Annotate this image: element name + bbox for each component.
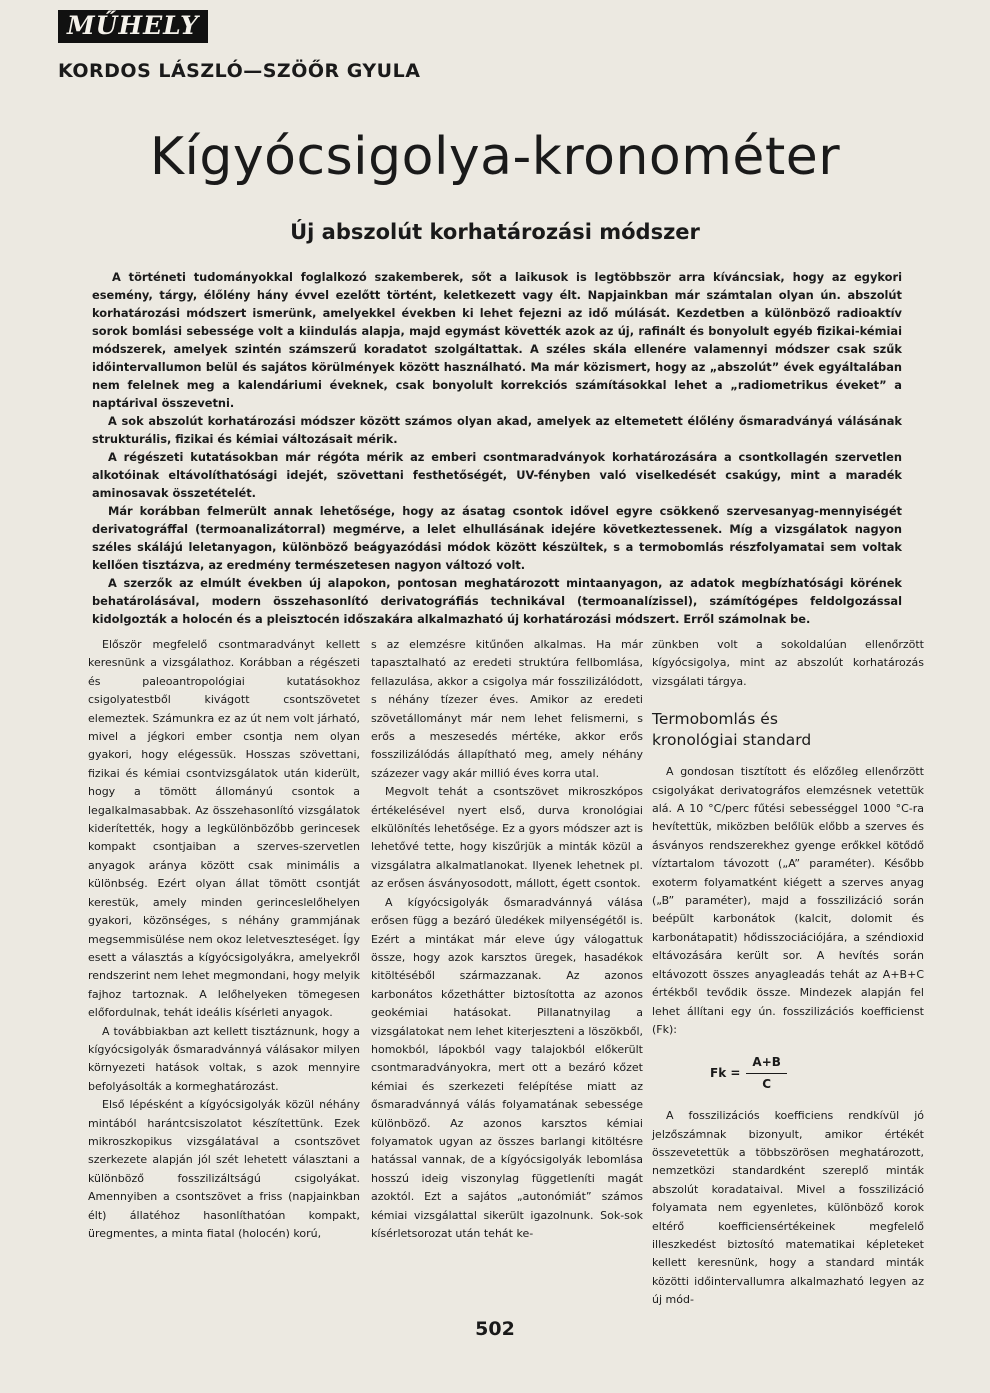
formula-fraction: [746, 1053, 787, 1093]
body-paragraph: A fosszilizációs koefficiens rendkívül jó jelzőszámnak bizonyult, amikor értékét összevetettük a többszörösen meghatározott, nemzetközi standardként szereplő minták abszolút koradataival. Mivel a fosszilizáció folyamata nem egyenletes, különböző korok eltérő koefficiensértékeinek megfelelő illeszkedést biztosító matematikai képleteket kellett keresnünk, hogy a standard minták közötti időintervallumra alkalmazható legyen az új mód-: [652, 1109, 924, 1307]
authors: KORDOS LÁSZLÓ—SZÖŐR GYULA: [58, 60, 421, 82]
body-paragraph: Először megfelelő csontmaradványt kellett keresnünk a vizsgálathoz. Korábban a régészeti és paleoantropológiai kutatásokhoz csigolyatestből kivágott csontszövetet elemeztek. Számunkra ez az út nem volt járható, mivel a jégkori ember csontja nem olyan gyakori, hogy elégessük. Hosszas szövettani, fizikai és kémiai csontvizsgálatok után kiderült, hogy a tömött állományú csontok a legalkalmasabbak. Az összehasonlító vizsgálatok kiderítették, hogy a legkülönbözőbb gerincesek kompakt csontjaiban a szerves-szervetlen anyagok aránya között csak minimális a különbség. Ezért olyan állat tömött csontját kerestük, amely minden gerinceslelőhelyen gyakori, közönséges, s néhány grammjának megsemmisülése nem okoz leletveszteséget. Így esett a választás a kígyócsigolyákra, amelyekről rendszerint nem lehet megmondani, hogy melyik fajhoz tartoznak. A lelőhelyeken tömegesen előfordulnak, tehát ideális kísérleti anyagok.: [88, 638, 360, 1020]
body-paragraph: s az elemzésre kitűnően alkalmas. Ha már tapasztalható az eredeti struktúra fellbomlása, fellazulása, akkor a csigolya már fosszilizálódott, s néhány tízezer éves. Amikor az eredeti szövetállományt már nem lehet felismerni, s erős a meszesedés mértéke, akkor erős fosszilizálódás állapítható meg, amely néhány százezer vagy akár millió éves korra utal.: [371, 638, 643, 780]
formula-denominator: C: [762, 1076, 772, 1091]
body-column-1: [88, 636, 360, 1243]
section-tag: MŰHELY: [58, 10, 208, 43]
fk-formula: [710, 1053, 924, 1093]
lead-paragraph: Már korábban felmerült annak lehetősége, hogy az ásatag csontok idővel egyre csökkenő szervesanyag-mennyiségét derivatográffal (termoanalizátorral) megmérve, a lelet elhullásának idejére következtessenek. Míg a vizsgálatok nagyon széles skálájú leletanyagon, különböző beágyazódási módok között készültek, s a termobomlás részfolyamatai sem voltak kellően tisztázva, az eredmény természetesen nagyon változó volt.: [92, 504, 902, 572]
body-column-3: [652, 636, 924, 1310]
body-paragraph: zünkben volt a sokoldalúan ellenőrzött kígyócsigolya, mint az abszolút korhatározás vizsgálati tárgya.: [652, 638, 924, 688]
body-paragraph: Első lépésként a kígyócsigolyák közül néhány mintából harántcsiszolatot készítettünk. Ezek mikroszkopikus vizsgálatával a csontszövet szerkezete alapján jól szét lehetett választani a különböző fosszilizáltságú csigolyákat. Amennyiben a csontszövet a friss (napjainkban élt) állatéhoz hasonlíthatóan kompakt, üregmentes, a minta fiatal (holocén) korú,: [88, 1098, 360, 1240]
body-paragraph: A továbbiakban azt kellett tisztáznunk, hogy a kígyócsigolyák ősmaradvánnyá válásakor milyen környezeti hatások voltak, s azok mennyire befolyásolták a kormeghatározást.: [88, 1024, 360, 1093]
body-column-2: [371, 636, 643, 1243]
lead-paragraph: A szerzők az elmúlt években új alapokon, pontosan meghatározott mintaanyagon, az adatok megbízhatósági körének behatárolásával, modern összehasonlító derivatográfiás technikával (termoanalízissel), számítógépes feldolgozással kidolgozták a holocén és a pleisztocén időszakára alkalmazható új korhatározási módszert. Erről számolnak be.: [92, 576, 902, 626]
page-number: 502: [475, 1318, 515, 1340]
lead-paragraph: A sok abszolút korhatározási módszer között számos olyan akad, amelyek az eltemetett élőlény ősmaradványá válásának strukturális, fizikai és kémiai változásait mérik.: [92, 414, 902, 446]
body-paragraph: Megvolt tehát a csontszövet mikroszkópos értékelésével nyert első, durva kronológiai elkülönítés lehetősége. Ez a gyors módszer azt is lehetővé tette, hogy kiszűrjük a minták közül a vizsgálatra alkalmatlanokat. Ilyenek lehetnek pl. az erősen ásványosodott, mállott, égett csontok.: [371, 785, 643, 891]
formula-numerator: A+B: [746, 1053, 787, 1073]
section-heading: [652, 709, 924, 751]
lead-paragraph: A régészeti kutatásokban már régóta mérik az emberi csontmaradványok korhatározására a csontkollagén szervetlen alkotóinak eltávolíthatósági idejét, szövettani festhetőségét, UV-fényben való viselkedését csakúgy, mint a maradék aminosavak összetételét.: [92, 450, 902, 500]
body-paragraph: A kígyócsigolyák ősmaradvánnyá válása erősen függ a bezáró üledékek milyenségétől is. Ezért a mintákat már eleve úgy válogattuk össze, hogy azok karsztos üregek, hasadékok kitöltéséből származzanak. Az azonos karbonátos kőzethátter biztosította az azonos geokémiai hatásokat. Pillanatnyilag a vizsgálatokat nem lehet kiterjeszteni a löszökből, homokból, lápokból vagy talajokból előkerült csontmaradványokra, mert ott a bezáró kőzet kémiai és szerkezeti felépítése miatt az ősmaradvánnyá válás folyamatának sebessége különböző. Az azonos karsztos kémiai folyamatok ugyan az összes barlangi kitöltésre hatással vannak, de a kígyócsigolyák lebomlása hosszú ideig viszonylag függetleníti magát azoktól. Ezt a sajátos „autonómiát” számos kémiai vizsgálattal sikerült igazolnunk. Sok-sok kísérletsorozat után tehát ke-: [371, 895, 643, 1240]
section-heading-line: kronológiai standard: [652, 731, 812, 750]
section-heading-line: Termobomlás és: [652, 710, 778, 729]
article-title: Kígyócsigolya-kronométer: [149, 127, 841, 187]
lead-paragraph: A történeti tudományokkal foglalkozó szakemberek, sőt a laikusok is legtöbbször arra kíváncsiak, hogy az egykori esemény, tárgy, élőlény hány évvel ezelőtt történt, keletkezett vagy élt. Napjainkban már számtalan olyan ún. abszolút korhatározási módszert ismerünk, amelyekkel években ki lehet fejezni az idő múlását. Kezdetben a különböző radioaktív sorok bomlási sebessége volt a kiindulás alapja, majd egymást követték azok az új, rafinált és bonyolult egyéb fizikai-kémiai módszerek, amelyek szintén számszerű koradatot szolgáltattak. A széles skála ellenére valamennyi módszer csak szűk időintervallumon belül és sajátos körülmények között használható. Ma már közismert, hogy az „abszolút” évek egyáltalában nem felelnek meg a kalendáriumi éveknek, csak bonyolult korrekciós számításokkal lehet a „radiometrikus éveket” a naptárival összevetni.: [92, 270, 902, 410]
formula-lhs: Fk =: [710, 1066, 741, 1081]
lead-paragraphs: [92, 268, 902, 628]
article-subtitle: Új abszolút korhatározási módszer: [290, 220, 700, 244]
body-paragraph: A gondosan tisztított és előzőleg ellenőrzött csigolyákat derivatográfos elemzésnek vetettük alá. A 10 °C/perc fűtési sebességgel 1000 °C-ra hevítettük, miközben belőlük előbb a szerves és ásványos rendszerekhez gyenge erőkkel kötődő víztartalom távozott („A” paraméter). Később exoterm folyamatként kiégett a szerves anyag („B” paraméter), majd a fosszilizáció során beépült karbonátok (kalcit, dolomit és karbonátapatit) hődisszociációjára, a széndioxid eltávozására került sor. A hevítés során eltávozott összes anyagleadás tehát az A+B+C értékből tevődik össze. Mindezek alapján fel lehet állítani egy ún. fosszilizációs koefficienst (Fk):: [652, 765, 924, 1036]
